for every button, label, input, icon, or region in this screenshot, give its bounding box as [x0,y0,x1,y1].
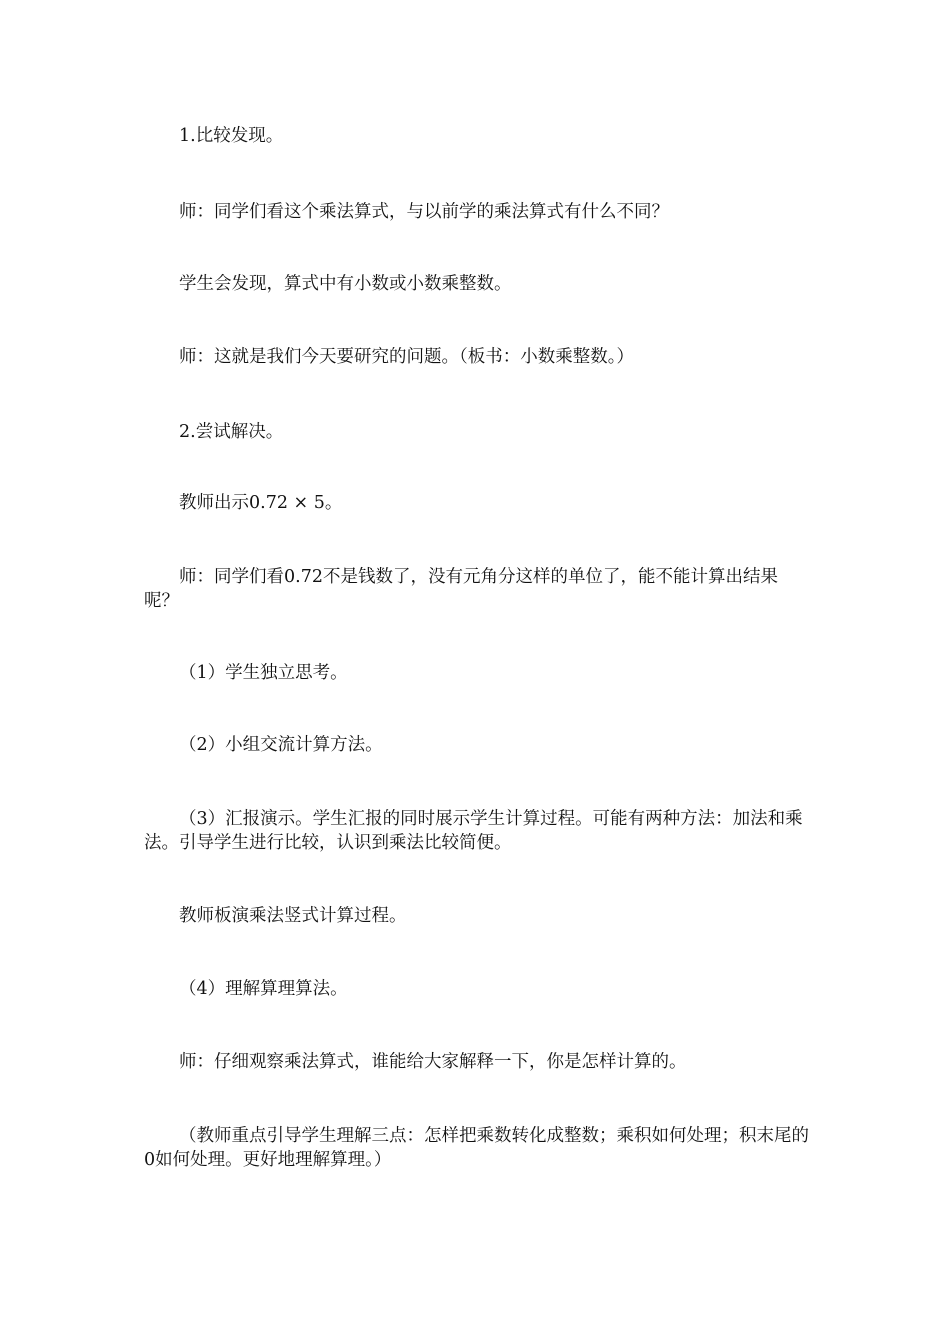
paragraph-4: 师：这就是我们今天要研究的问题。（板书：小数乘整数。） [179,347,634,367]
paragraph-5: 2.尝试解决。 [179,422,284,442]
paragraph-3: 学生会发现，算式中有小数或小数乘整数。 [179,274,512,294]
paragraph-13: 师：仔细观察乘法算式，谁能给大家解释一下，你是怎样计算的。 [179,1052,687,1072]
paragraph-8: （1）学生独立思考。 [179,663,348,683]
paragraph-10: （3）汇报演示。学生汇报的同时展示学生计算过程。可能有两种方法：加法和乘法。引导学生进行比较，认识到乘法比较简便。 [144,809,803,853]
paragraph-14: （教师重点引导学生理解三点：怎样把乘数转化成整数；乘积如何处理；积末尾的0如何处理。更好地理解算理。） [144,1126,809,1170]
paragraph-2: 师：同学们看这个乘法算式，与以前学的乘法算式有什么不同？ [179,202,669,222]
paragraph-6: 教师出示0.72 × 5。 [179,493,343,513]
paragraph-9: （2）小组交流计算方法。 [179,735,383,755]
paragraph-11: 教师板演乘法竖式计算过程。 [179,906,407,926]
paragraph-12: （4）理解算理算法。 [179,979,348,999]
paragraph-7: 师：同学们看0.72不是钱数了，没有元角分这样的单位了，能不能计算出结果呢？ [144,567,778,611]
paragraph-1: 1.比较发现。 [179,126,284,146]
